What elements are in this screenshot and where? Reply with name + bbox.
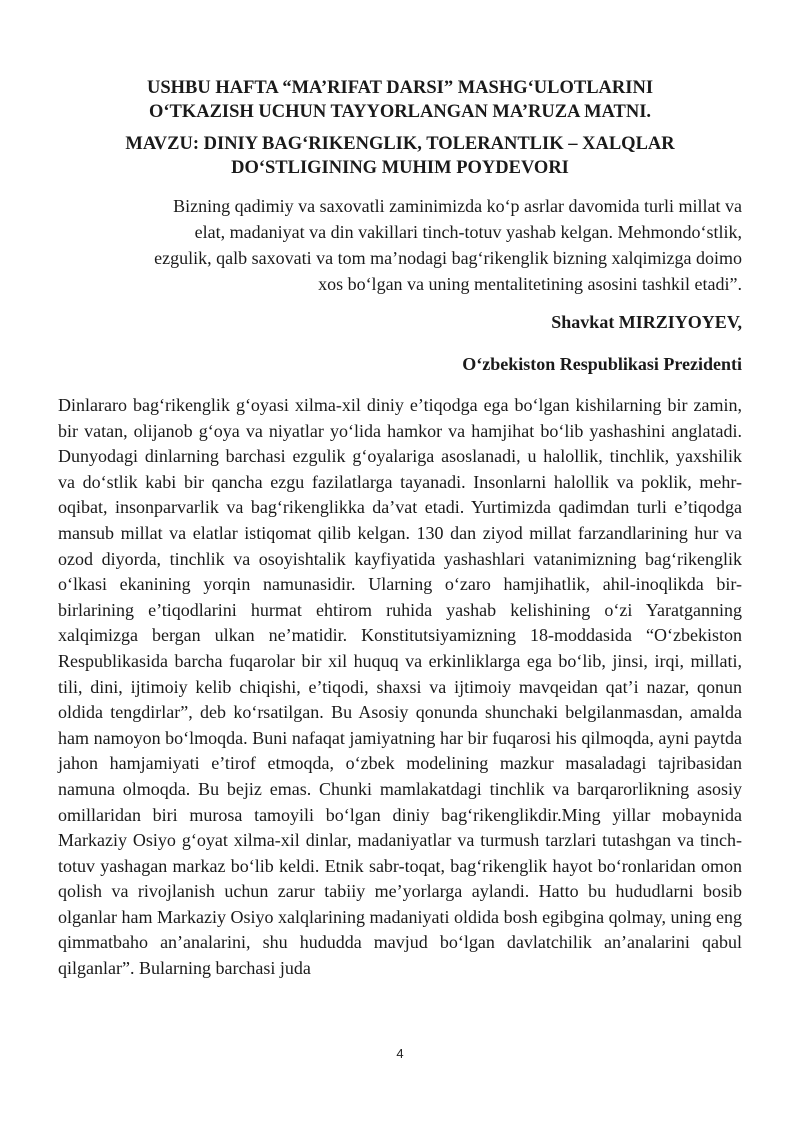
body-paragraph: Dinlararo bag‘rikenglik g‘oyasi xilma-xil diniy e’tiqodga ega bo‘lgan kishilarning bir zamin, bir vatan, olijanob g‘oya va niyatlar yo‘lida hamkor va hamjihat bo‘lib yashashini anglatadi. Dunyodagi dinlarning barchasi ezgulik g‘oyalariga asoslanadi, u halollik, tinchlik, yaxshilik va do‘stlik kabi bir qancha ezgu fazilatlarga tayanadi. Insonlarni halollik va poklik, mehr-oqibat, insonparvarlik va bag‘rikenglikka da’vat etadi. Yurtimizda qadimdan turli e’tiqodga mansub millat va elatlar istiqomat qilib kelgan. 130 dan ziyod millat farzandlarining hur va ozod diyorda, tinchlik va osoyishtalik kayfiyatida yashashlari vatanimizning bag‘rikenglik o‘lkasi ekanining yorqin namunasidir. Ularning o‘zaro hamjihatlik, ahil-inoqlikda bir-birlarining e’tiqodlarini hurmat ehtirom ruhida yashab kelishining o‘zi Yaratganning xalqimizga bergan ulkan ne’matidir. Konstitutsiyamizning 18-moddasida “O‘zbekiston Respublikasida barcha fuqarolar bir xil huquq va erkinliklarga ega bo‘lib, jinsi, irqi, millati, tili, dini, ijtimoiy kelib chiqishi, e’tiqodi, shaxsi va ijtimoiy mavqeidan qat’i nazar, qonun oldida tengdirlar”, deb ko‘rsatilgan. Bu Asosiy qonunda shunchaki belgilanmasdan, amalda ham namoyon bo‘lmoqda. Buni nafaqat jamiyatning har bir fuqarosi his qilmoqda, ayni paytda jahon hamjamiyati e’tirof etmoqda, o‘zbek modelining mazkur masaladagi tajribasidan namuna olmoqda. Bu bejiz emas. Chunki mamlakatdagi tinchlik va barqarorlikning asosiy omillaridan biri murosa tamoyili bo‘lgan diniy bag‘rikenglikdir.Ming yillar mobaynida Markaziy Osiyo g‘oyat xilma-xil dinlar, madaniyatlar va turmush tarzlari tutashgan va tinch-totuv yashagan markaz bo‘lib keldi. Etnik sabr-toqat, bag‘rikenglik hayot bo‘ronlaridan omon qolish va rivojlanish uchun zarur tabiiy me’yorlarga aylandi. Hatto bu hududlarni bosib olganlar ham Markaziy Osiyo xalqlarining madaniyati oldida bosh egibgina qolmay, uning eng qimmatbaho an’analarini, shu hududda mavjud bo‘lgan davlatchilik an’analarini qabul qilganlar”. Bularning barchasi juda [58,395,742,979]
epigraph-quote: Bizning qadimiy va saxovatli zaminimizda ko‘p asrlar davomida turli millat va elat, madaniyat va din vakillari tinch-totuv yashab kelgan. Mehmondo‘stlik, ezgulik, qalb saxovati va tom ma’nodagi bag‘rikenglik bizning xalqimizga doimo xos bo‘lgan va uning mentalitetining asosini tashkil etadi”. [154,196,742,294]
topic-title: MAVZU: DINIY BAG‘RIKENGLIK, TOLERANTLIK – XALQLAR DO‘STLIGINING MUHIM POYDEVORI [125,134,675,178]
page-number: 4 [396,1046,404,1061]
document-title: USHBU HAFTA “MA’RIFAT DARSI” MASHG‘ULOTLARINI O‘TKAZISH UCHUN TAYYORLANGAN MA’RUZA MATNI. [146,78,654,122]
epigraph-author-role: O‘zbekiston Respublikasi Prezidenti [462,354,742,374]
document-page [58,68,742,1000]
epigraph-author: Shavkat MIRZIYOYEV, [551,312,742,332]
